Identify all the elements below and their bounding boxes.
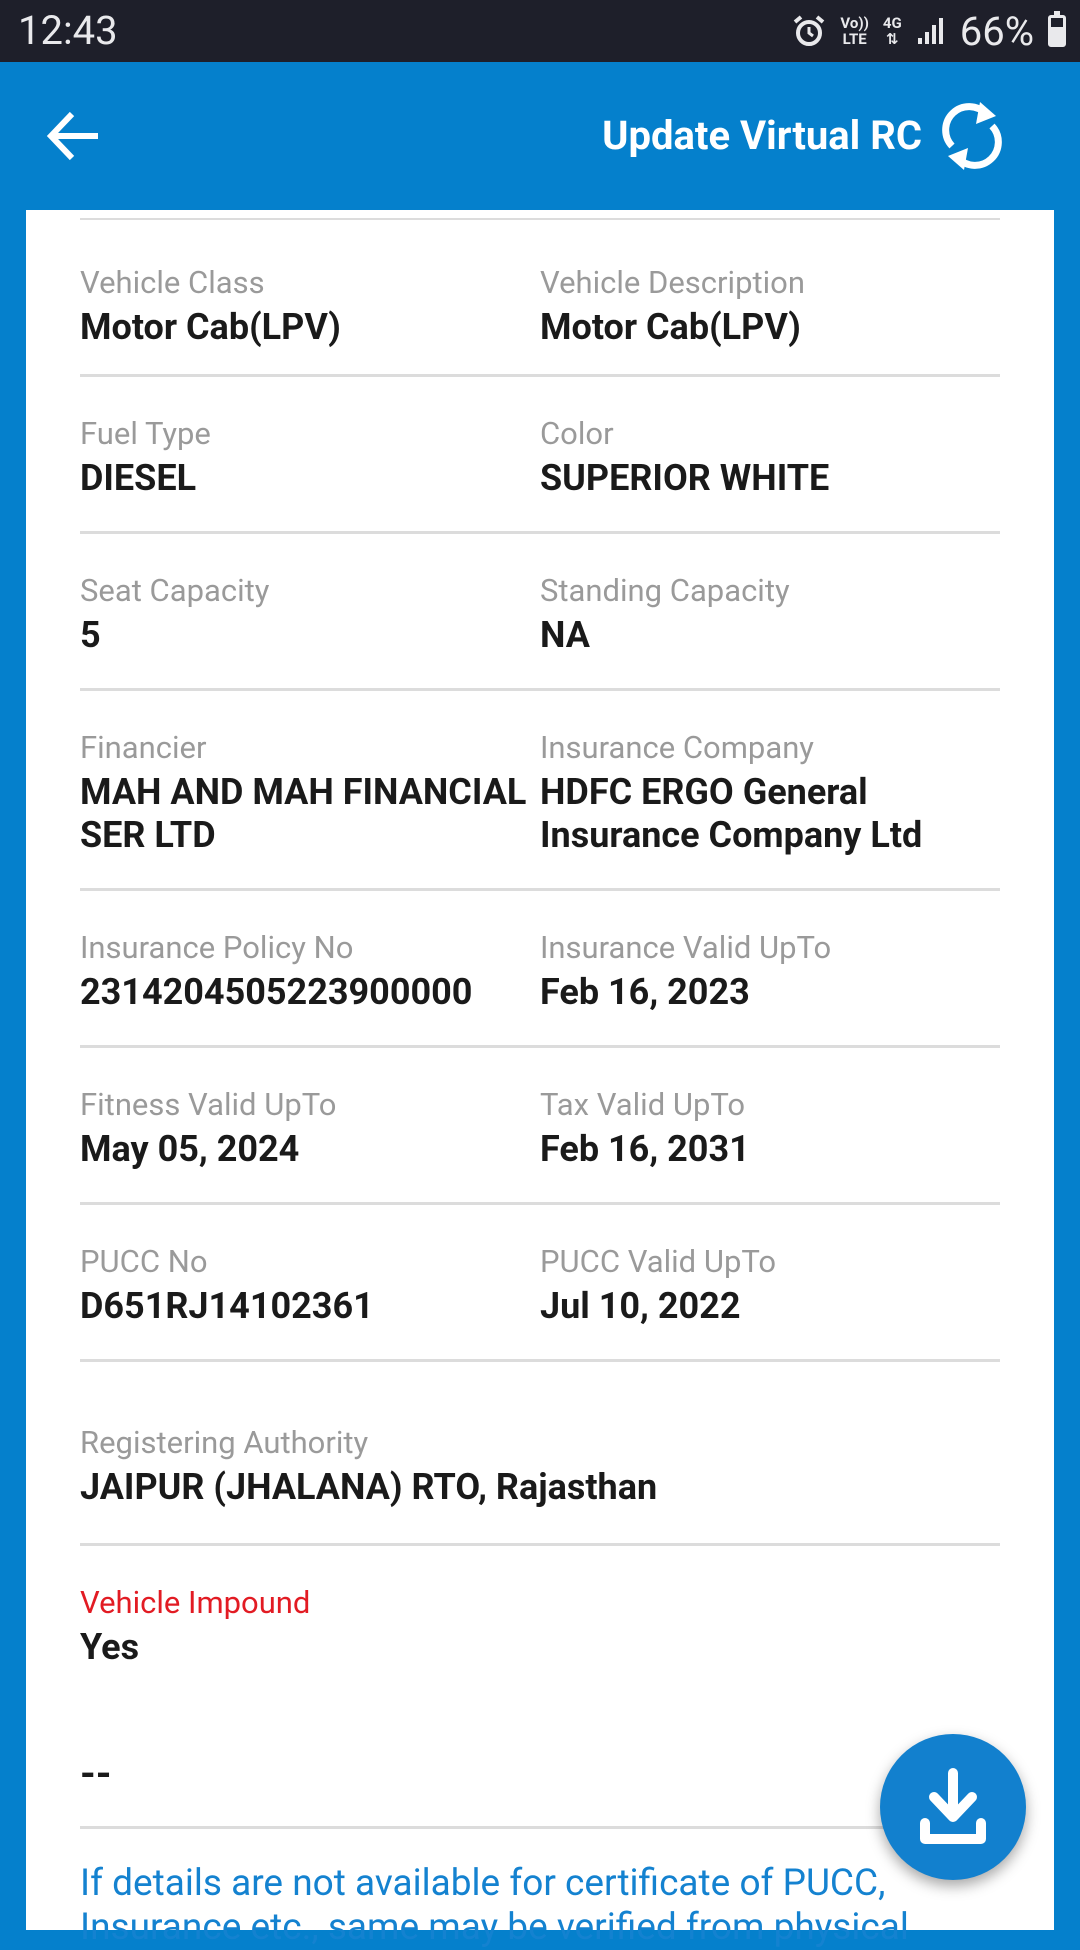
field-value: 5 bbox=[80, 614, 101, 656]
field-fitness-valid-upto bbox=[80, 1086, 540, 1202]
field-insurance-company bbox=[540, 729, 1000, 888]
network-type-text: 4G bbox=[882, 14, 902, 32]
detail-row bbox=[80, 1205, 1000, 1362]
field-vehicle-class bbox=[80, 264, 540, 374]
field-value: D651RJ14102361 bbox=[80, 1285, 374, 1327]
details-card bbox=[26, 210, 1054, 1949]
field-label: Registering Authority bbox=[80, 1424, 369, 1461]
field-label: Seat Capacity bbox=[80, 572, 270, 609]
network-indicator bbox=[883, 15, 902, 47]
field-label: Vehicle Class bbox=[80, 264, 265, 301]
field-value: JAIPUR (JHALANA) RTO, Rajasthan bbox=[80, 1466, 658, 1508]
field-label: Insurance Policy No bbox=[80, 929, 354, 966]
field-value: May 05, 2024 bbox=[80, 1128, 300, 1170]
field-vehicle-impound bbox=[80, 1584, 1000, 1669]
detail-row bbox=[80, 691, 1000, 891]
field-label: PUCC No bbox=[80, 1243, 208, 1280]
field-seat-capacity bbox=[80, 572, 540, 688]
download-icon bbox=[917, 1767, 989, 1847]
field-value: Feb 16, 2023 bbox=[540, 971, 750, 1013]
field-value: NA bbox=[540, 614, 590, 656]
battery-icon bbox=[1048, 15, 1066, 47]
signal-icon bbox=[916, 16, 946, 46]
detail-row bbox=[80, 891, 1000, 1048]
detail-row bbox=[80, 1546, 1000, 1669]
field-color bbox=[540, 415, 1000, 531]
data-arrows-icon: ⇅ bbox=[886, 30, 899, 48]
download-button[interactable] bbox=[880, 1734, 1026, 1880]
detail-row bbox=[80, 220, 1000, 377]
field-value: Feb 16, 2031 bbox=[540, 1128, 750, 1170]
field-fuel-type bbox=[80, 415, 540, 531]
detail-row bbox=[80, 1048, 1000, 1205]
field-label: Tax Valid UpTo bbox=[540, 1086, 746, 1123]
field-value: SUPERIOR WHITE bbox=[540, 457, 830, 499]
page-title: Update Virtual RC bbox=[602, 112, 922, 159]
field-label: Vehicle Description bbox=[540, 264, 805, 301]
volte-top-text: Vo)) bbox=[840, 14, 869, 32]
battery-percent: 66% bbox=[959, 7, 1034, 55]
refresh-icon[interactable] bbox=[930, 94, 1014, 178]
detail-row bbox=[80, 377, 1000, 534]
field-tax-valid-upto bbox=[540, 1086, 1000, 1202]
battery-fill bbox=[1051, 27, 1063, 44]
volte-indicator bbox=[840, 15, 868, 47]
field-label: Insurance Valid UpTo bbox=[540, 929, 832, 966]
field-value: Yes bbox=[80, 1626, 140, 1668]
volte-bottom-text: LTE bbox=[842, 30, 867, 48]
alarm-icon bbox=[792, 14, 826, 48]
field-label: Fuel Type bbox=[80, 415, 211, 452]
field-value: Motor Cab(LPV) bbox=[80, 306, 341, 348]
detail-row bbox=[80, 534, 1000, 691]
status-time: 12:43 bbox=[18, 7, 118, 54]
field-insurance-policy-no bbox=[80, 929, 540, 1045]
empty-value: -- bbox=[80, 1750, 112, 1797]
field-label: PUCC Valid UpTo bbox=[540, 1243, 777, 1280]
field-label: Vehicle Impound bbox=[80, 1584, 311, 1621]
field-label: Fitness Valid UpTo bbox=[80, 1086, 337, 1123]
field-financier bbox=[80, 729, 540, 888]
field-label: Color bbox=[540, 415, 614, 452]
field-value: HDFC ERGO General Insurance Company Ltd bbox=[540, 771, 923, 856]
field-registering-authority bbox=[80, 1424, 1000, 1543]
field-label: Financier bbox=[80, 729, 207, 766]
field-insurance-valid-upto bbox=[540, 929, 1000, 1045]
back-arrow-icon[interactable] bbox=[40, 102, 108, 170]
details-list bbox=[80, 220, 1000, 1669]
field-value: Motor Cab(LPV) bbox=[540, 306, 801, 348]
detail-row bbox=[80, 1362, 1000, 1546]
field-label: Insurance Company bbox=[540, 729, 814, 766]
divider bbox=[80, 1826, 1000, 1829]
field-value: 2314204505223900000 bbox=[80, 971, 473, 1013]
field-value: Jul 10, 2022 bbox=[540, 1285, 741, 1327]
field-value: DIESEL bbox=[80, 457, 197, 499]
field-pucc-no bbox=[80, 1243, 540, 1359]
status-icons bbox=[792, 8, 1066, 54]
app-bar bbox=[0, 62, 1080, 210]
field-standing-capacity bbox=[540, 572, 1000, 688]
field-value: MAH AND MAH FINANCIAL SER LTD bbox=[80, 771, 527, 856]
field-pucc-valid-upto bbox=[540, 1243, 1000, 1359]
status-bar bbox=[0, 0, 1080, 62]
field-vehicle-description bbox=[540, 264, 1000, 374]
field-label: Standing Capacity bbox=[540, 572, 790, 609]
info-note: If details are not available for certificate of PUCC, Insurance etc., same may be verified from physical bbox=[80, 1862, 909, 1949]
